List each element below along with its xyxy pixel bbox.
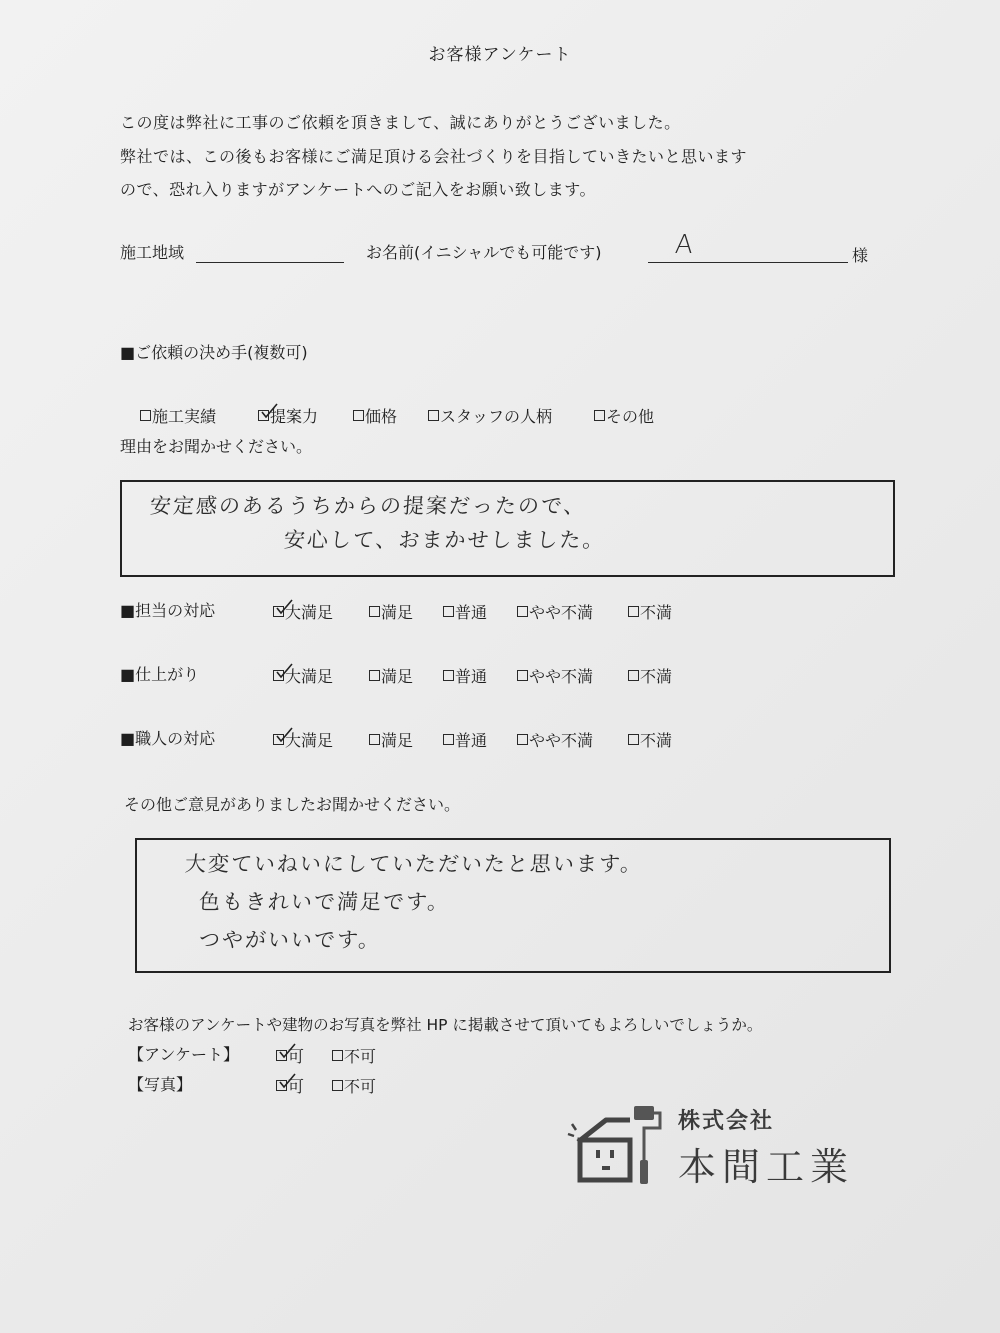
area-field[interactable]	[196, 262, 344, 263]
comment-line-3: つやがいいです。	[198, 928, 383, 952]
publish-label-photo: 【写真】	[128, 1075, 193, 1094]
checkbox[interactable]	[369, 670, 380, 681]
checkbox[interactable]	[517, 734, 528, 745]
honorific: 様	[852, 246, 869, 265]
checkbox[interactable]	[428, 410, 439, 421]
publish-question: お客様のアンケートや建物のお写真を弊社 HP に掲載させて頂いてもよろしいでしょうか。	[128, 1016, 763, 1034]
option-price[interactable]: 価格	[353, 404, 428, 427]
checkbox[interactable]	[276, 1050, 287, 1061]
rating-very-satisfied[interactable]: 大満足	[273, 600, 369, 623]
page-title: お客様アンケート	[428, 45, 572, 65]
rating-row-craftsmen	[273, 728, 672, 751]
publish-yes[interactable]: 可	[276, 1074, 332, 1097]
publish-no[interactable]: 不可	[332, 1044, 376, 1067]
checkbox[interactable]	[353, 410, 364, 421]
intro-line-3: ので、恐れ入りますがアンケートへのご記入をお願い致します。	[120, 180, 596, 199]
option-other[interactable]: その他	[594, 404, 654, 427]
checkbox[interactable]	[517, 670, 528, 681]
comments-box[interactable]	[135, 838, 891, 973]
intro-line-2: 弊社では、この後もお客様にご満足頂ける会社づくりを目指していきたいと思います	[120, 147, 748, 166]
rating-somewhat-dissatisfied[interactable]: やや不満	[517, 728, 628, 751]
publish-row-photo	[276, 1074, 376, 1097]
checkbox[interactable]	[517, 606, 528, 617]
checkbox[interactable]	[443, 734, 454, 745]
checkmark-icon	[276, 727, 294, 743]
name-value: A	[673, 230, 696, 260]
company-name: 本間工業	[678, 1145, 855, 1189]
intro-line-1: この度は弊社に工事のご依頼を頂きまして、誠にありがとうございました。	[120, 113, 681, 132]
checkbox[interactable]	[628, 670, 639, 681]
decision-options	[140, 404, 654, 427]
publish-yes[interactable]: 可	[276, 1044, 332, 1067]
checkmark-icon	[276, 663, 294, 679]
comments-prompt: その他ご意見がありましたお聞かせください。	[124, 795, 461, 814]
company-line-1: 株式会社	[678, 1109, 775, 1134]
option-construction-record[interactable]: 施工実績	[140, 404, 258, 427]
rating-neutral[interactable]: 普通	[443, 600, 517, 623]
publish-no[interactable]: 不可	[332, 1074, 376, 1097]
checkbox[interactable]	[594, 410, 605, 421]
rating-row-finish	[273, 664, 672, 687]
decision-heading: ■ご依頼の決め手(複数可)	[120, 343, 308, 362]
checkbox[interactable]	[369, 734, 380, 745]
checkbox[interactable]	[628, 606, 639, 617]
rating-somewhat-dissatisfied[interactable]: やや不満	[517, 600, 628, 623]
checkbox[interactable]	[628, 734, 639, 745]
checkmark-icon	[261, 403, 279, 419]
option-staff-personality[interactable]: スタッフの人柄	[428, 404, 594, 427]
reason-line-2: 安心して、おまかせしました。	[283, 528, 607, 552]
publish-label-survey: 【アンケート】	[128, 1045, 240, 1064]
checkmark-icon	[279, 1043, 297, 1059]
comment-line-1: 大変ていねいにしていただいたと思います。	[184, 852, 645, 876]
checkmark-icon	[279, 1073, 297, 1089]
comment-line-2: 色もきれいで満足です。	[198, 890, 452, 914]
rating-neutral[interactable]: 普通	[443, 728, 517, 751]
checkmark-icon	[276, 599, 294, 615]
rating-somewhat-dissatisfied[interactable]: やや不満	[517, 664, 628, 687]
rating-satisfied[interactable]: 満足	[369, 664, 443, 687]
rating-neutral[interactable]: 普通	[443, 664, 517, 687]
rating-dissatisfied[interactable]: 不満	[628, 728, 672, 751]
checkbox[interactable]	[369, 606, 380, 617]
checkbox[interactable]	[140, 410, 151, 421]
checkbox[interactable]	[276, 1080, 287, 1091]
rating-very-satisfied[interactable]: 大満足	[273, 664, 369, 687]
option-proposal[interactable]: 提案力	[258, 404, 353, 427]
checkbox[interactable]	[273, 734, 284, 745]
rating-satisfied[interactable]: 満足	[369, 600, 443, 623]
rating-label-finish: ■仕上がり	[120, 665, 200, 684]
area-label: 施工地域	[120, 243, 185, 262]
reason-line-1: 安定感のあるうちからの提案だったので、	[149, 494, 588, 518]
name-label: お名前(イニシャルでも可能です)	[366, 243, 602, 262]
reason-box[interactable]	[120, 480, 895, 577]
house-paint-roller-icon	[566, 1102, 666, 1188]
rating-very-satisfied[interactable]: 大満足	[273, 728, 369, 751]
checkbox[interactable]	[273, 606, 284, 617]
checkbox[interactable]	[443, 670, 454, 681]
reason-prompt: 理由をお聞かせください。	[120, 437, 313, 456]
rating-label-craftsmen: ■職人の対応	[120, 729, 216, 748]
checkbox[interactable]	[332, 1050, 343, 1061]
rating-label-staff: ■担当の対応	[120, 601, 216, 620]
checkbox[interactable]	[443, 606, 454, 617]
rating-dissatisfied[interactable]: 不満	[628, 600, 672, 623]
checkbox[interactable]	[332, 1080, 343, 1091]
name-field[interactable]	[648, 262, 848, 263]
rating-row-staff	[273, 600, 672, 623]
publish-row-survey	[276, 1044, 376, 1067]
checkbox[interactable]	[273, 670, 284, 681]
rating-dissatisfied[interactable]: 不満	[628, 664, 672, 687]
rating-satisfied[interactable]: 満足	[369, 728, 443, 751]
checkbox[interactable]	[258, 410, 269, 421]
